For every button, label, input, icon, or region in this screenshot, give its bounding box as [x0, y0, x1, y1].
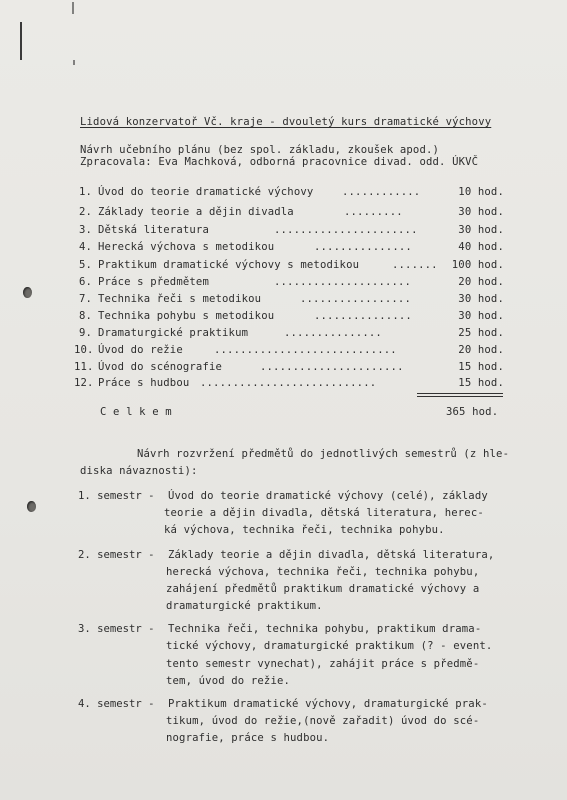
subject-hours: 20 hod.: [458, 344, 504, 356]
subject-number: 11.: [74, 361, 94, 373]
semester-intro: Návrh rozvržení předmětů do jednotlivých semestrů (z hle-: [137, 448, 510, 460]
subject-dots: .........: [344, 206, 403, 218]
subject-name: Dramaturgické praktikum: [98, 327, 249, 339]
subject-dots: .....................: [274, 276, 412, 288]
subject-name: Herecká výchova s metodikou: [98, 241, 275, 253]
author-line: Zpracovala: Eva Machková, odborná pracovnice divad. odd. ÚKVČ: [80, 156, 479, 168]
semester-text: Technika řeči, technika pohybu, praktikum drama-: [168, 623, 482, 635]
subject-name: Technika řeči s metodikou: [98, 293, 262, 305]
subject-dots: .......: [392, 259, 438, 271]
subject-number: 2.: [78, 206, 92, 218]
subject-dots: ...............: [314, 241, 412, 253]
subject-dots: ...............: [284, 327, 382, 339]
subject-number: 6.: [78, 276, 92, 288]
subject-hours: 30 hod.: [458, 206, 504, 218]
subject-number: 1.: [78, 186, 92, 198]
subject-name: Úvod do scénografie: [98, 361, 223, 373]
semester-text: teorie a dějin divadla, dětská literatura, herec-: [164, 507, 484, 519]
subject-hours: 30 hod.: [458, 293, 504, 305]
subject-name: Základy teorie a dějin divadla: [98, 206, 294, 218]
subject-number: 7.: [78, 293, 92, 305]
plan-description: Návrh učebního plánu (bez spol. základu, zkoušek apod.): [80, 144, 440, 156]
binder-mark: [20, 22, 22, 60]
subject-dots: ............................: [214, 344, 397, 356]
subject-number: 12.: [74, 377, 94, 389]
binder-mark-small: [72, 2, 74, 14]
semester-label: 2. semestr -: [78, 549, 155, 561]
subject-name: Technika pohybu s metodikou: [98, 310, 275, 322]
subject-name: Dětská literatura: [98, 224, 209, 236]
semester-text: tento semestr vynechat), zahájit práce s předmě-: [166, 658, 480, 670]
total-label: C e l k e m: [100, 406, 172, 418]
subject-hours: 100 hod.: [451, 259, 504, 271]
semester-text: ká výchova, technika řeči, technika pohybu.: [164, 524, 445, 536]
subject-hours: 40 hod.: [458, 241, 504, 253]
semester-label: 3. semestr -: [78, 623, 155, 635]
semester-text: dramaturgické praktikum.: [166, 600, 323, 612]
document-title: Lidová konzervatoř Vč. kraje - dvouletý kurs dramatické výchovy: [80, 116, 492, 128]
subject-number: 10.: [74, 344, 94, 356]
subject-name: Práce s předmětem: [98, 276, 209, 288]
subject-hours: 15 hod.: [458, 361, 504, 373]
total-hours: 365 hod.: [446, 406, 499, 418]
subject-name: Práce s hudbou: [98, 377, 190, 389]
subject-hours: 30 hod.: [458, 224, 504, 236]
subject-hours: 10 hod.: [458, 186, 504, 198]
semester-text: Základy teorie a dějin divadla, dětská literatura,: [168, 549, 495, 561]
subject-name: Praktikum dramatické výchovy s metodikou: [98, 259, 360, 271]
subject-number: 4.: [78, 241, 92, 253]
subject-number: 8.: [78, 310, 92, 322]
subject-dots: ...............: [314, 310, 412, 322]
semester-label: 1. semestr -: [78, 490, 155, 502]
subject-number: 5.: [78, 259, 92, 271]
semester-text: herecká výchova, technika řeči, technika pohybu,: [166, 566, 480, 578]
subject-dots: ...........................: [200, 377, 377, 389]
subject-number: 3.: [78, 224, 92, 236]
subject-dots: ......................: [274, 224, 418, 236]
subject-hours: 15 hod.: [458, 377, 504, 389]
subject-dots: .................: [300, 293, 411, 305]
semester-label: 4. semestr -: [78, 698, 155, 710]
semester-text: tem, úvod do režie.: [166, 675, 291, 687]
semester-text: Praktikum dramatické výchovy, dramaturgické prak-: [168, 698, 488, 710]
binder-mark-dot: [73, 60, 75, 65]
subject-number: 9.: [78, 327, 92, 339]
subject-name: Úvod do teorie dramatické výchovy: [98, 186, 314, 198]
semester-text: nografie, práce s hudbou.: [166, 732, 330, 744]
subject-name: Úvod do režie: [98, 344, 183, 356]
punch-hole: [23, 287, 32, 298]
semester-text: tické výchovy, dramaturgické praktikum (? - event.: [166, 640, 493, 652]
subject-hours: 30 hod.: [458, 310, 504, 322]
subject-dots: ......................: [260, 361, 404, 373]
semester-text: tikum, úvod do režie,(nově zařadit) úvod do scé-: [166, 715, 480, 727]
semester-text: Úvod do teorie dramatické výchovy (celé), základy: [168, 490, 488, 502]
sum-rule: [417, 393, 503, 394]
semester-intro-cont: diska návaznosti):: [80, 465, 198, 477]
semester-text: zahájení předmětů praktikum dramatické výchovy a: [166, 583, 480, 595]
sum-rule-double: [417, 396, 503, 397]
punch-hole: [27, 501, 36, 512]
subject-dots: ............: [342, 186, 421, 198]
subject-hours: 20 hod.: [458, 276, 504, 288]
subject-hours: 25 hod.: [458, 327, 504, 339]
